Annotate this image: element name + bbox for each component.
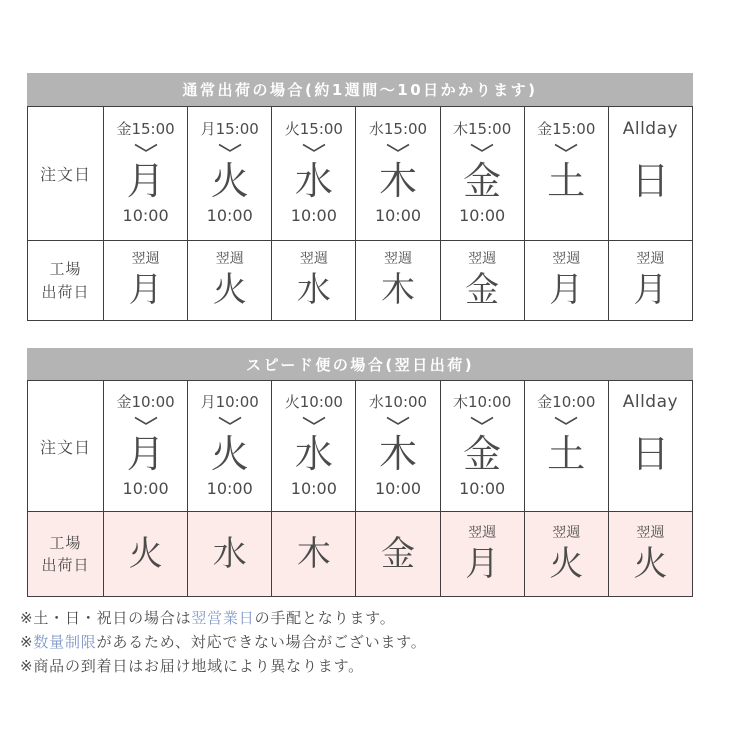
order-date-label: 注文日 [28,381,104,512]
factory-ship-date-label-line1: 工場 [49,533,82,552]
next-week-text: 翌週 [552,524,581,541]
down-chevron-icon [469,143,495,153]
ship-day-kanji: 金 [380,534,415,574]
note-link[interactable]: 翌営業日 [191,609,255,627]
down-chevron-icon [553,143,579,153]
order-cell-content [272,392,355,501]
order-cell-火 [188,107,272,241]
order-cell-content [188,119,271,228]
order-day-kanji: 月 [126,159,165,203]
normal-shipping-table-title: 通常出荷の場合(約1週間〜10日かかります) [27,73,693,106]
factory-ship-row [28,241,693,321]
order-cell-火 [188,381,272,512]
ship-cell-金 [356,512,440,597]
speed-shipping-grid [27,380,693,597]
factory-ship-row [28,512,693,597]
ship-day-kanji: 水 [296,270,331,310]
order-day-kanji: 土 [547,431,586,476]
ship-day-kanji: 火 [633,543,668,584]
ship-cell-水 [188,512,272,597]
order-day-kanji: 水 [294,159,333,203]
ship-cell-月 [104,241,188,321]
next-week-text: 翌週 [552,251,581,267]
order-deadline-text: 木10:00 [453,392,512,411]
order-day-kanji: 火 [210,431,249,476]
order-day-kanji: 土 [547,159,586,203]
down-chevron-icon [469,416,495,426]
chevron-slot [525,140,608,156]
order-cell-content [356,119,439,228]
order-cell-木 [356,381,440,512]
next-week-text: 翌週 [636,251,665,267]
speed-shipping-table [27,348,693,597]
order-cell-content [188,392,271,501]
order-deadline-text: 火15:00 [284,120,343,138]
down-chevron-icon [217,143,243,153]
next-week-text: 翌週 [468,524,497,541]
note-2 [20,630,427,654]
note-text: があるため、対応できない場合がございます。 [96,633,427,651]
order-cell-月 [104,381,188,512]
chevron-slot [356,140,439,156]
next-week-text: 翌週 [215,251,244,267]
ship-day-kanji: 金 [465,270,500,310]
order-deadline-text: 金10:00 [537,392,596,411]
chevron-slot [356,413,439,429]
next-week-text: 翌週 [468,251,497,267]
chevron-slot [272,413,355,429]
order-cell-金 [440,107,524,241]
order-deadline-text: 金15:00 [116,120,175,138]
chevron-slot-empty [609,140,692,156]
next-week-text: 翌週 [299,251,328,267]
order-deadline-text: 金10:00 [116,392,175,411]
factory-ship-date-label-line2: 出荷日 [41,556,90,574]
order-cell-content [441,392,524,501]
order-deadline-text: Allday [622,391,679,412]
factory-ship-date-label [28,241,104,321]
order-cell-content [104,119,187,228]
order-deadline-text: 月10:00 [200,392,259,411]
order-cell-content [609,392,692,501]
chevron-slot [525,413,608,429]
order-time-text: 10:00 [122,206,169,225]
down-chevron-icon [301,143,327,153]
chevron-slot [188,140,271,156]
down-chevron-icon [301,416,327,426]
order-cell-content [104,392,187,501]
order-cell-土 [524,107,608,241]
note-text: の手配となります。 [254,609,396,627]
order-time-text [609,206,692,228]
ship-cell-木 [272,512,356,597]
order-time-text [525,206,608,228]
chevron-slot [104,413,187,429]
chevron-slot [272,140,355,156]
ship-day-kanji: 月 [549,270,584,310]
order-deadline-text: 金15:00 [537,120,596,138]
order-day-kanji: 火 [210,159,249,203]
order-time-text [609,479,692,501]
order-day-kanji: 木 [378,431,417,476]
next-week-text: 翌週 [131,251,160,267]
order-day-kanji: 金 [463,159,502,203]
next-week-text: 翌週 [636,524,665,541]
ship-day-kanji: 木 [296,534,331,574]
ship-day-kanji: 火 [128,534,163,574]
order-deadline-text: 木15:00 [453,120,512,138]
order-time-text: 10:00 [374,478,422,498]
ship-cell-火 [524,512,608,597]
order-time-text: 10:00 [459,206,506,225]
order-cell-content [356,392,439,501]
note-1 [20,606,427,630]
note-3 [20,654,427,678]
order-day-kanji: 水 [294,431,333,476]
order-cell-土 [524,381,608,512]
ship-day-kanji: 水 [212,534,247,574]
order-time-text: 10:00 [290,478,337,498]
order-cell-content [609,119,692,228]
order-date-label: 注文日 [28,107,104,241]
normal-shipping-grid [27,106,693,321]
next-week-text: 翌週 [383,251,412,267]
chevron-slot [441,413,524,429]
order-cell-水 [272,107,356,241]
order-cell-content [441,119,524,228]
order-deadline-text: 水10:00 [368,392,428,411]
note-text: ※商品の到着日はお届け地域により異なります。 [20,657,364,675]
factory-ship-date-label-line2: 出荷日 [41,282,90,301]
order-cell-content [525,392,608,501]
down-chevron-icon [385,416,411,426]
order-day-kanji: 月 [126,431,165,476]
order-cell-日 [608,381,692,512]
chevron-slot [104,140,187,156]
order-cell-木 [356,107,440,241]
order-time-text: 10:00 [459,478,506,498]
order-time-text: 10:00 [290,206,337,225]
order-deadline-text: 水15:00 [368,120,428,138]
ship-day-kanji: 木 [380,270,415,310]
order-time-text: 10:00 [374,206,422,225]
order-time-text: 10:00 [122,478,169,498]
order-cell-content [272,119,355,228]
order-deadline-text: Allday [622,119,679,139]
note-link[interactable]: 数量制限 [33,633,97,651]
chevron-slot-empty [609,413,692,429]
ship-day-kanji: 月 [465,543,500,584]
notes [20,606,427,678]
ship-cell-月 [608,241,692,321]
down-chevron-icon [217,416,243,426]
order-day-kanji: 日 [631,431,670,476]
order-day-kanji: 木 [378,159,417,203]
down-chevron-icon [385,143,411,153]
ship-cell-火 [608,512,692,597]
order-cell-金 [440,381,524,512]
down-chevron-icon [133,143,159,153]
order-cell-月 [104,107,188,241]
factory-ship-date-label [28,512,104,597]
note-text: ※ [20,633,34,651]
order-cell-content [525,119,608,228]
order-time-text: 10:00 [206,206,253,225]
ship-cell-月 [524,241,608,321]
ship-day-kanji: 月 [633,270,668,310]
note-text: ※土・日・祝日の場合は [20,609,192,627]
order-cell-水 [272,381,356,512]
ship-cell-月 [440,512,524,597]
ship-cell-火 [188,241,272,321]
order-day-kanji: 金 [463,431,502,476]
ship-cell-金 [440,241,524,321]
chevron-slot [441,140,524,156]
ship-cell-火 [104,512,188,597]
order-date-row [28,107,693,241]
ship-cell-水 [272,241,356,321]
order-time-text: 10:00 [206,478,253,498]
ship-cell-木 [356,241,440,321]
order-deadline-text: 月15:00 [200,120,259,138]
order-deadline-text: 火10:00 [284,392,343,411]
order-day-kanji: 日 [631,159,670,203]
ship-day-kanji: 火 [549,543,584,584]
factory-ship-date-label-line1: 工場 [49,260,82,278]
normal-shipping-table [27,73,693,321]
speed-shipping-table-title: スピード便の場合(翌日出荷) [27,348,693,380]
down-chevron-icon [553,416,579,426]
order-date-row [28,381,693,512]
ship-day-kanji: 火 [212,270,247,310]
order-cell-日 [608,107,692,241]
down-chevron-icon [133,416,159,426]
ship-day-kanji: 月 [128,270,163,310]
order-time-text [525,479,608,501]
chevron-slot [188,413,271,429]
